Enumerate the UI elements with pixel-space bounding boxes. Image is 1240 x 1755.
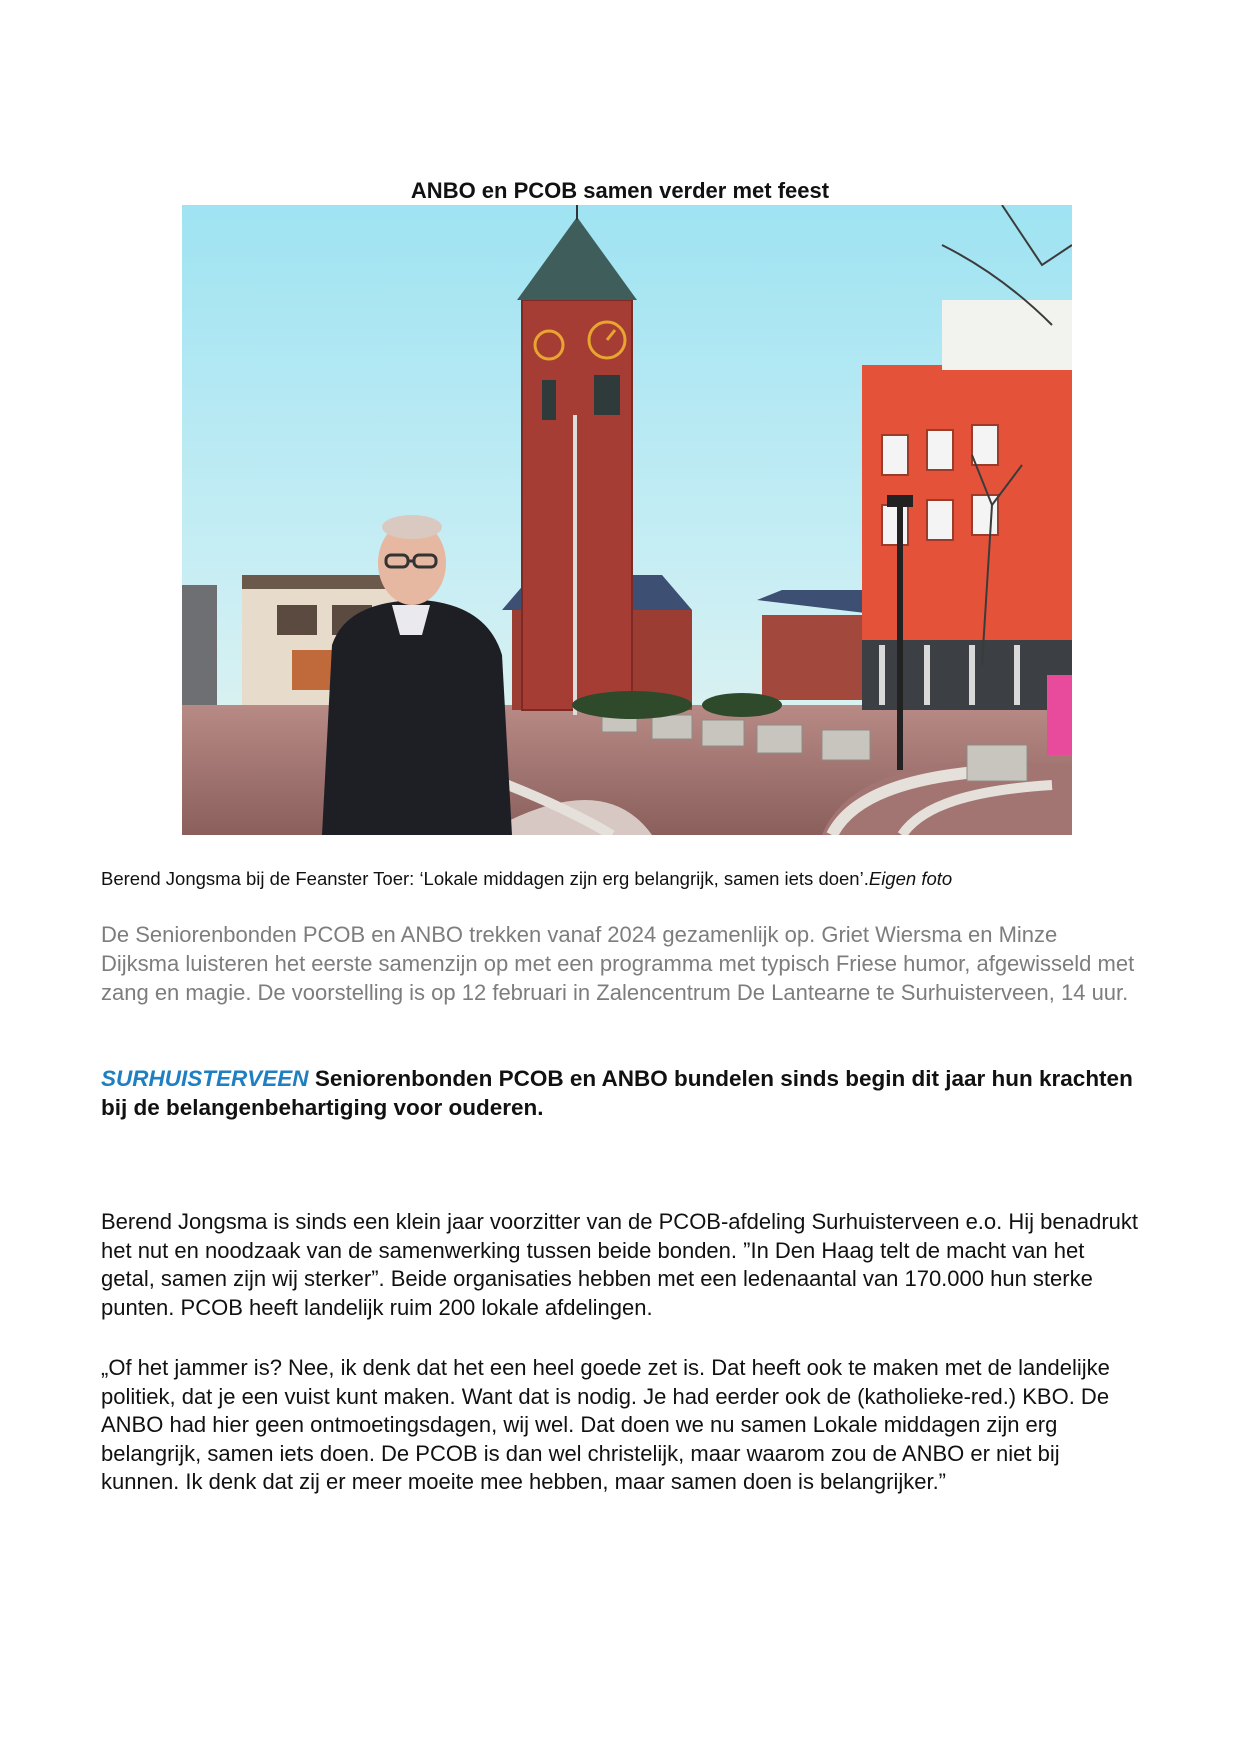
article-intro: De Seniorenbonden PCOB en ANBO trekken vanaf 2024 gezamenlijk op. Griet Wiersma en Minze Dijksma luisteren het eerste samenzijn op met een programma met typisch Friese humor, afgewisseld met zang en magie. De voorstelling is op 12 februari in Zalencentrum De Lantearne te Surhuisterveen, 14 uur. [101,922,1135,1005]
photo-caption [101,867,1141,891]
dateline: SURHUISTERVEEN [101,1066,309,1091]
article-photo [182,205,1072,835]
article-lead [101,1064,1141,1122]
article-title: ANBO en PCOB samen verder met feest [410,178,830,203]
body-paragraph: „Of het jammer is? Nee, ik denk dat het een heel goede zet is. Dat heeft ook te maken met de landelijke politiek, dat je een vuist kunt maken. Want dat is nodig. Je had eerder ook de (katholieke-red.) KBO. De ANBO had hier geen ontmoetingsdagen, wij wel. Dat doen we nu samen Lokale middagen zijn erg belangrijk, samen iets doen. De PCOB is dan wel christelijk, maar waarom zou de ANBO er niet bij kunnen. Ik denk dat zij er meer moeite mee hebben, maar samen doen is belangrijker.” [101,1355,1110,1494]
lead-text: Seniorenbonden PCOB en ANBO bundelen sinds begin dit jaar hun krachten bij de belangenbehartiging voor ouderen. [101,1066,1133,1120]
photo-credit: Eigen foto [868,868,953,889]
body-paragraph: Berend Jongsma is sinds een klein jaar voorzitter van de PCOB-afdeling Surhuisterveen e.o. Hij benadrukt het nut en noodzaak van de samenwerking tussen beide bonden. ”In Den Haag telt de macht van het getal, samen zijn wij sterker”. Beide organisaties hebben met een ledenaantal van 170.000 hun sterke punten. PCOB heeft landelijk ruim 200 lokale afdelingen. [101,1209,1138,1320]
caption-text: Berend Jongsma bij de Feanster Toer: ‘Lokale middagen zijn erg belangrijk, samen iets doen’. [101,868,869,889]
